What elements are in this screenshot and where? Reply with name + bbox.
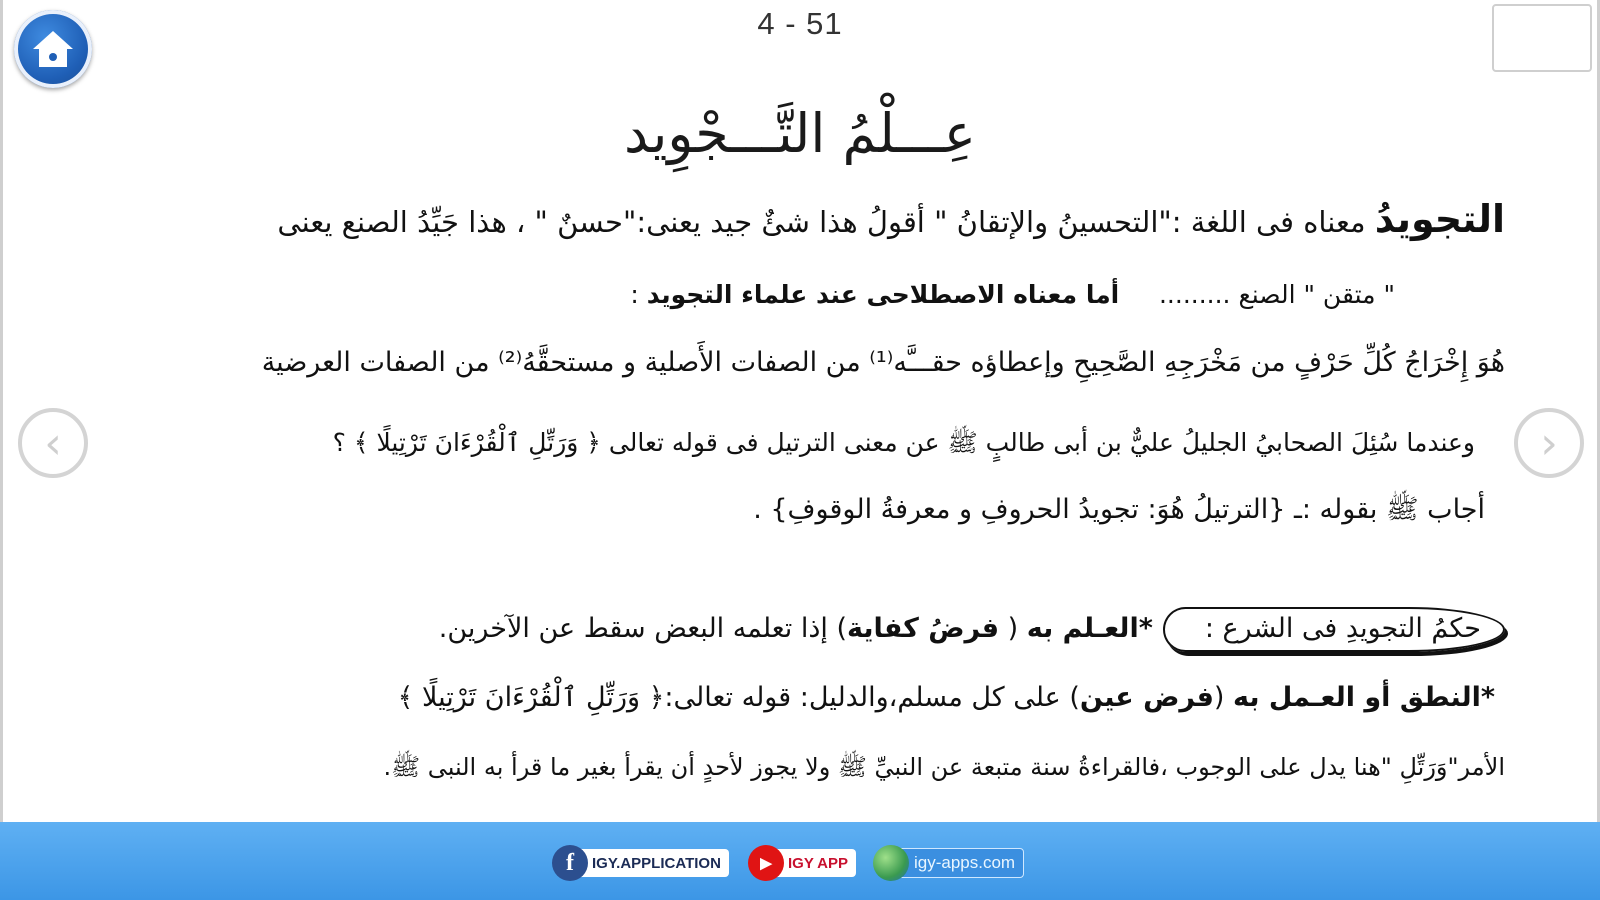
text-learning: *العـلم به bbox=[1026, 613, 1153, 644]
text-line-ali-question: وعندما سُئِلَ الصحابيُ الجليلُ عليٌّ بن أبى طالبٍ ﷺ عن معنى الترتيل فى قوله تعالى ﴿ وَرَتِّلِ ٱلْقُرْءَانَ تَرْتِيلًا ﴾ ؟ bbox=[332, 428, 1475, 457]
text-practice-rest: ) على كل مسلم،والدليل: قوله تعالى:﴿ وَرَتِّلِ ٱلْقُرْءَانَ تَرْتِيلًا ﴾ bbox=[397, 682, 1080, 713]
youtube-link[interactable] bbox=[748, 844, 862, 882]
text-line-technical-definition: هُوَ إِخْرَاجُ كُلِّ حَرْفٍ من مَخْرَجِهِ الصَّحِيحِ وإعطاؤه حقـــَّه⁽¹⁾ من الصفات الأَصلية و مستحقَّهُ⁽²⁾ من الصفات العرضية bbox=[261, 347, 1505, 378]
text-learning-rest: ) إذا تعلمه البعض سقط عن الآخرين. bbox=[438, 613, 848, 644]
page-jump-box[interactable] bbox=[1492, 4, 1592, 72]
next-page-button[interactable] bbox=[1514, 408, 1584, 478]
page-counter: 4 - 51 bbox=[757, 6, 843, 41]
previous-page-button[interactable] bbox=[18, 408, 88, 478]
facebook-icon: f bbox=[552, 845, 588, 881]
ruling-label-box: حكمُ التجويدِ فى الشرع : bbox=[1163, 607, 1505, 652]
facebook-label: IGY.APPLICATION bbox=[562, 849, 729, 877]
youtube-icon: ▶ bbox=[748, 845, 784, 881]
website-link[interactable] bbox=[873, 844, 1051, 882]
text-fard-ayn: فرض عين bbox=[1079, 682, 1214, 713]
chevron-left-icon: ‹ bbox=[44, 417, 62, 469]
globe-icon bbox=[873, 845, 909, 881]
heading-technical-meaning: أما معناه الاصطلاحى عند علماء التجويد bbox=[646, 280, 1120, 309]
youtube-label: IGY APP bbox=[758, 849, 856, 877]
facebook-link[interactable] bbox=[552, 844, 738, 882]
text-line-technical-heading bbox=[195, 280, 1395, 309]
text-fard-kifaya: فرضُ كفاية bbox=[847, 613, 1000, 644]
text-line-ruling-learning bbox=[105, 607, 1505, 652]
text-line-ruling-practice bbox=[95, 682, 1495, 713]
text-line-command-obligation: الأمر"وَرَتِّلِ "هنا يدل على الوجوب ،فالقراءةُ سنة متبعة عن النبيِّ ﷺ ولا يجوز لأحدٍ أن يقرأ بغير ما قرأ به النبى ﷺ. bbox=[383, 753, 1505, 781]
text-line-ali-answer: أجاب ﷺ بقوله :ـ {الترتيلُ هُوَ: تجويدُ الحروفِ و معرفةُ الوقوفِ} . bbox=[753, 494, 1485, 525]
page-title: عِـــلْمُ التَّـــجْوِيد bbox=[623, 102, 976, 165]
text-paren-open: ( bbox=[999, 613, 1027, 644]
text-line-definition-language bbox=[105, 197, 1505, 241]
text-practice: *النطق أو العـمل به bbox=[1233, 682, 1495, 713]
footer-bar bbox=[0, 822, 1600, 900]
text-mutqan: " متقن " الصنع ......... bbox=[1158, 280, 1395, 309]
book-page bbox=[95, 92, 1505, 814]
website-label: igy-apps.com bbox=[883, 848, 1024, 878]
text-language-meaning: معناه فى اللغة :"التحسينُ والإتقانُ " أقولُ هذا شئٌ جيد يعنى:"حسنٌ " ، هذا جَيِّدُ الصنع يعنى bbox=[277, 205, 1375, 239]
text-paren-open-2: ( bbox=[1213, 682, 1234, 713]
chevron-right-icon: › bbox=[1540, 417, 1558, 469]
term-tajweed: التجويدُ bbox=[1374, 197, 1505, 241]
text-colon: : bbox=[630, 280, 647, 309]
